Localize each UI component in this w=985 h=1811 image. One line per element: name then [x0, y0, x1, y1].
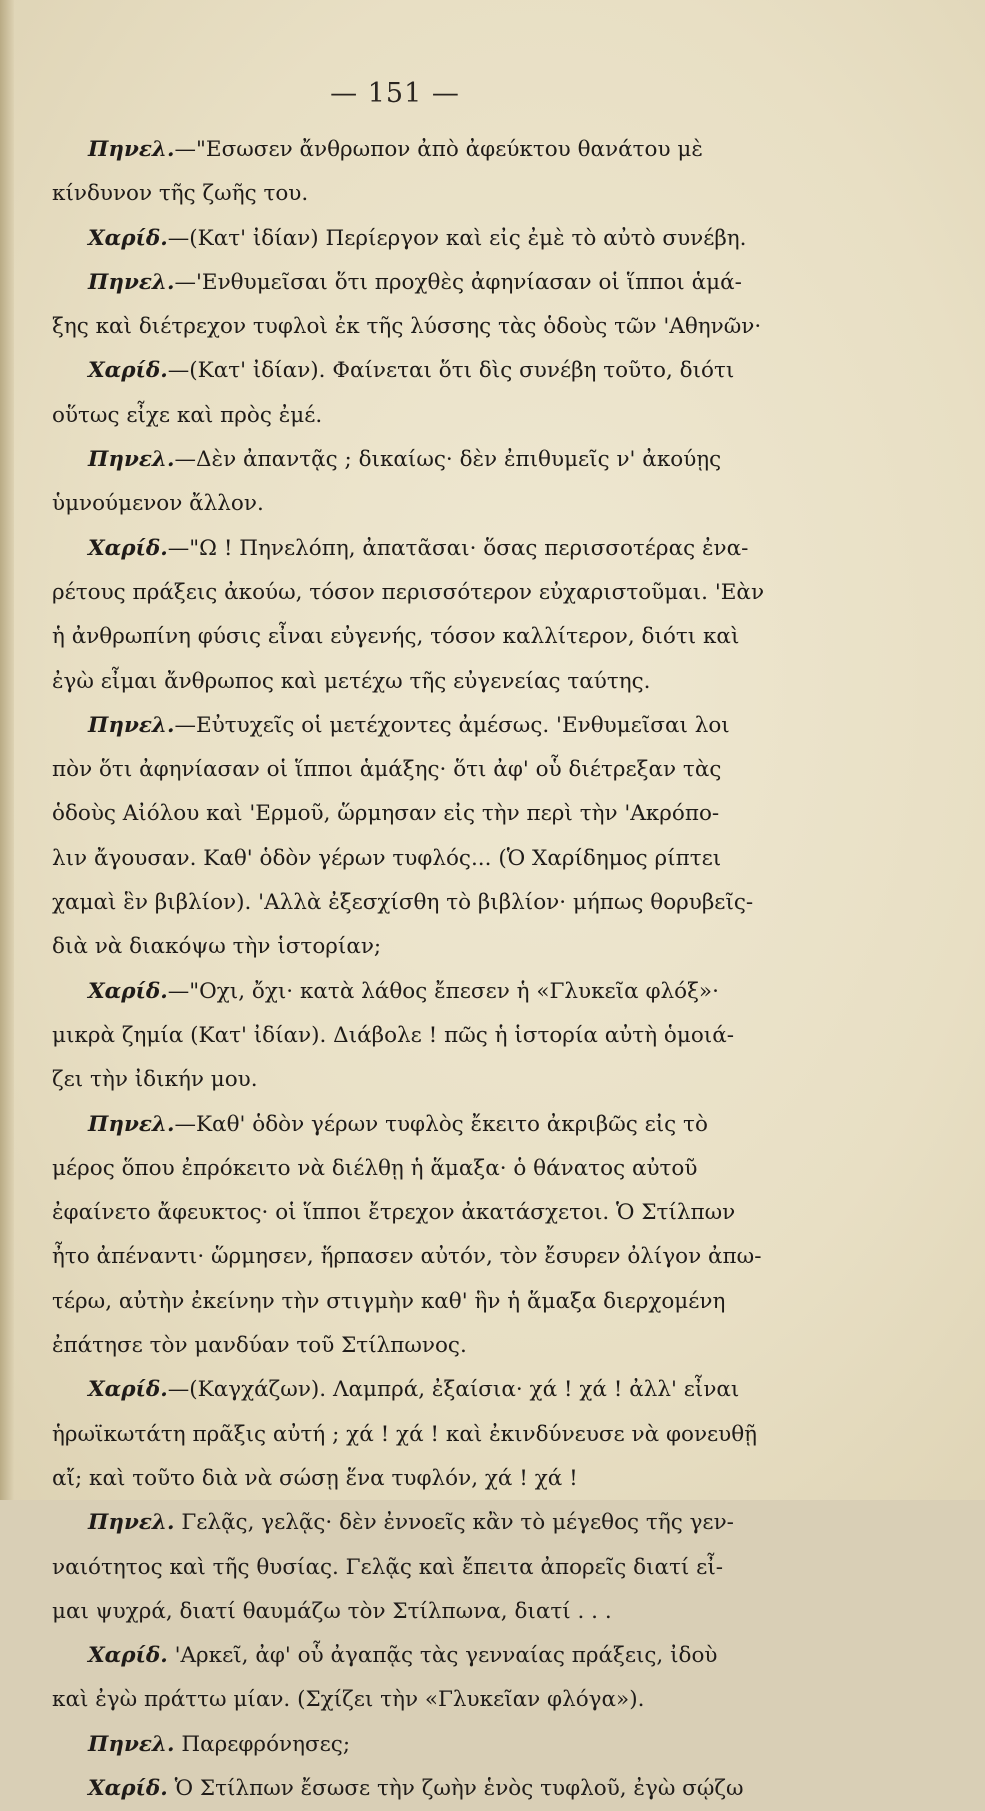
dialogue-line: [88, 1767, 788, 1811]
continuation-line: [52, 925, 788, 969]
dialogue-line: [88, 438, 788, 482]
continuation-line: [52, 482, 788, 526]
continuation-line: [52, 1678, 788, 1722]
continuation-line: [52, 792, 788, 836]
line-text: ρέτους πράξεις ἀκούω, τόσον περισσότερον εὐχαριστοῦμαι. 'Εὰν: [52, 579, 765, 605]
line-text: πὸν ὅτι ἀφηνίασαν οἱ ἵπποι ἁμάξης· ὅτι ἀφ' οὗ διέτρεξαν τὰς: [52, 757, 722, 783]
continuation-line: [52, 837, 788, 881]
line-text: ζει τὴν ἰδικήν μου.: [52, 1067, 258, 1093]
line-text: μέρος ὅπου ἐπρόκειτο νὰ διέλθῃ ἡ ἅμαξα· ὁ θάνατος αὐτοῦ: [52, 1155, 698, 1181]
dialogue-line: [88, 527, 788, 571]
speaker-name: Πηνελ.: [88, 269, 175, 295]
dialogue-line: [88, 1723, 788, 1767]
speaker-name: Πηνελ.: [88, 1510, 175, 1536]
speaker-name: Πηνελ.: [88, 712, 175, 738]
line-text: —Καθ' ὁδὸν γέρων τυφλὸς ἔκειτο ἀκριβῶς εἰς τὸ: [174, 1111, 708, 1137]
dialogue-line: [88, 1368, 788, 1412]
continuation-line: [52, 881, 788, 925]
line-text: ἐπάτησε τὸν μανδύαν τοῦ Στίλπωνος.: [52, 1333, 467, 1359]
continuation-line: [52, 1324, 788, 1368]
continuation-line: [52, 1280, 788, 1324]
line-text: ἦτο ἀπέναντι· ὥρμησεν, ἥρπασεν αὐτόν, τὸν ἔσυρεν ὀλίγον ἀπω-: [52, 1244, 762, 1270]
line-text: Παρεφρόνησες;: [174, 1731, 351, 1757]
line-text: μαι ψυχρά, διατί θαυμάζω τὸν Στίλπωνα, διατί . . .: [52, 1598, 612, 1624]
speaker-name: Πηνελ.: [88, 447, 175, 473]
line-text: ἐφαίνετο ἄφευκτος· οἱ ἵπποι ἔτρεχον ἀκατάσχετοι. Ὁ Στίλπων: [52, 1200, 736, 1226]
line-text: —(Κατ' ἰδίαν) Περίεργον καὶ εἰς ἐμὲ τὸ αὐτὸ συνέβη.: [167, 225, 747, 251]
continuation-line: [52, 748, 788, 792]
continuation-line: [52, 1191, 788, 1235]
speaker-name: Χαρίδ.: [88, 358, 168, 384]
line-text: ἡ ἀνθρωπίνη φύσις εἶναι εὐγενής, τόσον καλλίτερον, διότι καὶ: [52, 624, 740, 650]
continuation-line: [52, 1413, 788, 1457]
line-text: 'Αρκεῖ, ἀφ' οὗ ἀγαπᾷς τὰς γενναίας πράξεις, ἰδοὺ: [167, 1643, 718, 1669]
continuation-line: [52, 1590, 788, 1634]
line-text: ἐγὼ εἶμαι ἄνθρωπος καὶ μετέχω τῆς εὐγενείας ταύτης.: [52, 668, 651, 694]
continuation-line: [52, 172, 788, 216]
line-text: αἴ; καὶ τοῦτο διὰ νὰ σώσῃ ἕνα τυφλόν, χά ! χά !: [52, 1465, 578, 1491]
line-text: ξης καὶ διέτρεχον τυφλοὶ ἐκ τῆς λύσσης τὰς ὁδοὺς τῶν 'Αθηνῶν·: [52, 314, 762, 340]
continuation-line: [52, 1147, 788, 1191]
speaker-name: Χαρίδ.: [88, 1775, 168, 1801]
line-text: διὰ νὰ διακόψω τὴν ἱστορίαν;: [52, 934, 382, 960]
line-text: κίνδυνον τῆς ζωῆς του.: [52, 181, 309, 207]
continuation-line: [52, 1058, 788, 1102]
line-text: χαμαὶ ἓν βιβλίον). 'Αλλὰ ἐξεσχίσθη τὸ βιβλίον· μήπως θορυβεῖς-: [52, 890, 754, 916]
speaker-name: Πηνελ.: [88, 1111, 175, 1137]
continuation-line: [52, 615, 788, 659]
speaker-name: Πηνελ.: [88, 137, 175, 162]
continuation-line: [52, 1014, 788, 1058]
speaker-name: Χαρίδ.: [88, 535, 168, 561]
dialogue-line: [88, 970, 788, 1014]
page-gutter: [0, 0, 14, 1500]
dialogue-line: [88, 1103, 788, 1147]
dialogue-line: [88, 217, 788, 261]
line-text: ἡρωϊκωτάτη πρᾶξις αὐτή ; χά ! χά ! καὶ ἐκινδύνευσε νὰ φονευθῇ: [52, 1421, 758, 1447]
page-number: — 151 —: [330, 78, 460, 109]
line-text: —"Ω ! Πηνελόπη, ἀπατᾶσαι· ὅσας περισσοτέρας ἐνα-: [167, 535, 749, 561]
line-text: —"Εσωσεν ἄνθρωπον ἀπὸ ἀφεύκτου θανάτου μὲ: [174, 137, 703, 162]
dialogue-line: [88, 1634, 788, 1678]
continuation-line: [52, 305, 788, 349]
page-text: [52, 128, 788, 1811]
line-text: Ὁ Στίλπων ἔσωσε τὴν ζωὴν ἑνὸς τυφλοῦ, ἐγὼ σῴζω: [167, 1775, 744, 1801]
dialogue-line: [88, 349, 788, 393]
dialogue-line: [88, 704, 788, 748]
line-text: —Δὲν ἀπαντᾷς ; δικαίως· δὲν ἐπιθυμεῖς ν' ἀκούῃς: [174, 447, 722, 473]
speaker-name: Πηνελ.: [88, 1731, 175, 1757]
line-text: λιν ἄγουσαν. Καθ' ὁδὸν γέρων τυφλός... (Ὁ Χαρίδημος ρίπτει: [52, 845, 722, 871]
line-text: Γελᾷς, γελᾷς· δὲν ἐννοεῖς κἂν τὸ μέγεθος τῆς γεν-: [174, 1510, 734, 1536]
speaker-name: Χαρίδ.: [88, 1643, 168, 1669]
line-text: καὶ ἐγὼ πράττω μίαν. (Σχίζει τὴν «Γλυκεῖαν φλόγα»).: [52, 1687, 645, 1713]
line-text: ὑμνούμενον ἄλλον.: [52, 491, 264, 517]
line-text: τέρω, αὐτὴν ἐκείνην τὴν στιγμὴν καθ' ἣν ἡ ἅμαξα διερχομένη: [52, 1288, 726, 1314]
speaker-name: Χαρίδ.: [88, 1377, 168, 1403]
line-text: —(Καγχάζων). Λαμπρά, ἐξαίσια· χά ! χά ! ἀλλ' εἶναι: [167, 1377, 740, 1403]
speaker-name: Χαρίδ.: [88, 978, 168, 1004]
continuation-line: [52, 1546, 788, 1590]
continuation-line: [52, 394, 788, 438]
line-text: οὕτως εἶχε καὶ πρὸς ἐμέ.: [52, 402, 323, 428]
continuation-line: [52, 571, 788, 615]
line-text: —Εὐτυχεῖς οἱ μετέχοντες ἀμέσως. 'Ενθυμεῖσαι λοι: [174, 712, 730, 738]
line-text: —'Ενθυμεῖσαι ὅτι προχθὲς ἀφηνίασαν οἱ ἵπποι ἁμά-: [174, 269, 742, 295]
line-text: —"Οχι, ὄχι· κατὰ λάθος ἔπεσεν ἡ «Γλυκεῖα φλόξ»·: [167, 978, 719, 1004]
dialogue-line: [88, 128, 788, 172]
continuation-line: [52, 1457, 788, 1501]
line-text: ὁδοὺς Αἰόλου καὶ 'Ερμοῦ, ὥρμησαν εἰς τὴν περὶ τὴν 'Ακρόπο-: [52, 801, 720, 827]
speaker-name: Χαρίδ.: [88, 225, 168, 251]
line-text: ναιότητος καὶ τῆς θυσίας. Γελᾷς καὶ ἔπειτα ἀπορεῖς διατί εἶ-: [52, 1554, 724, 1580]
dialogue-line: [88, 261, 788, 305]
line-text: —(Κατ' ἰδίαν). Φαίνεται ὅτι δὶς συνέβη τοῦτο, διότι: [167, 358, 735, 384]
line-text: μικρὰ ζημία (Κατ' ἰδίαν). Διάβολε ! πῶς ἡ ἱστορία αὐτὴ ὁμοιά-: [52, 1022, 734, 1048]
continuation-line: [52, 660, 788, 704]
continuation-line: [52, 1235, 788, 1279]
dialogue-line: [88, 1501, 788, 1545]
